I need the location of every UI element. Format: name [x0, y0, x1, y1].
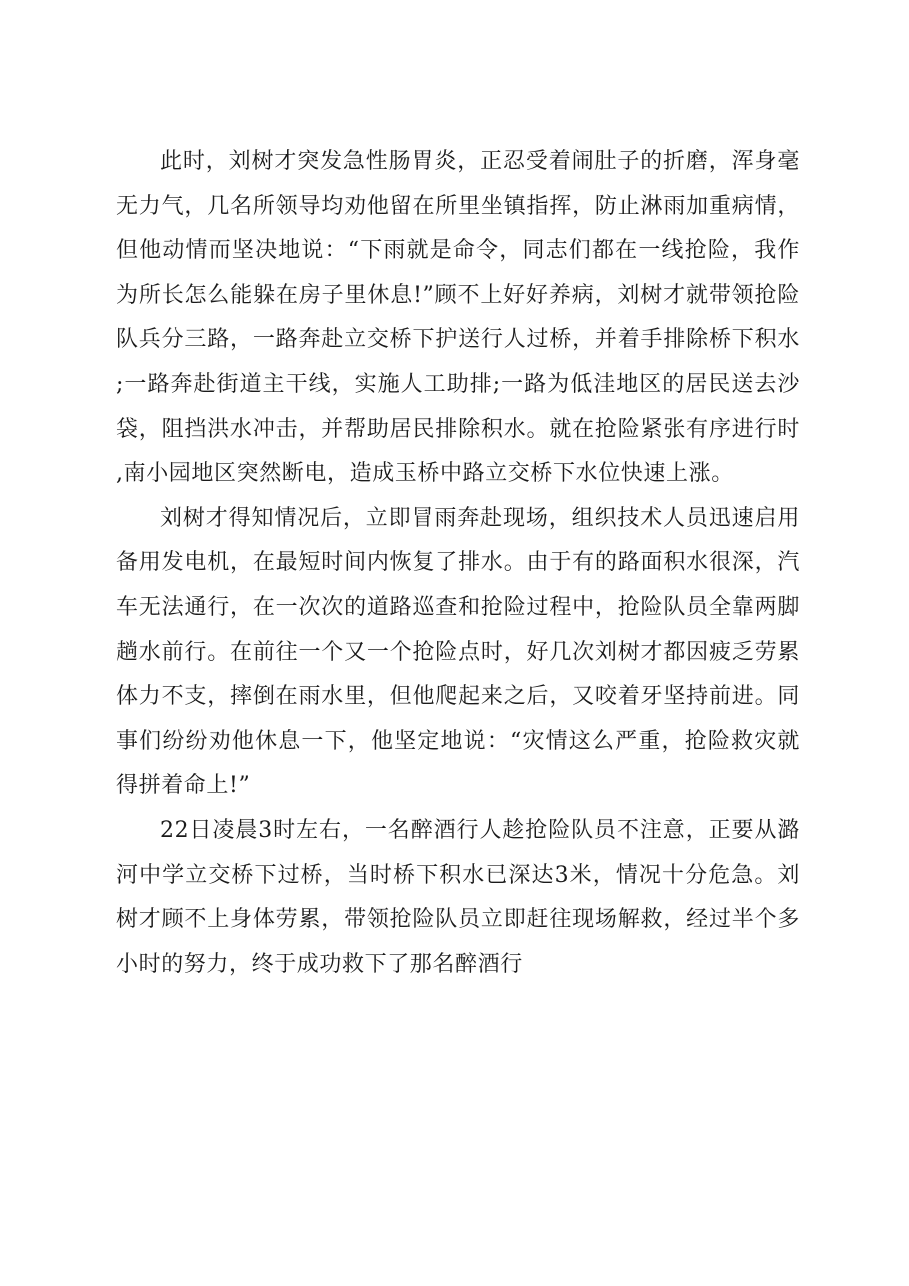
paragraph-1: 此时，刘树才突发急性肠胃炎，正忍受着闹肚子的折磨，浑身毫无力气，几名所领导均劝他留在所里坐镇指挥，防止淋雨加重病情，但他动情而坚决地说：“下雨就是命令，同志们都在一线抢险，我作为所长怎么能躲在房子里休息!”顾不上好好养病，刘树才就带领抢险队兵分三路，一路奔赴立交桥下护送行人过桥，并着手排除桥下积水;一路奔赴街道主干线，实施人工助排;一路为低洼地区的居民送去沙袋，阻挡洪水冲击，并帮助居民排除积水。就在抢险紧张有序进行时,南小园地区突然断电，造成玉桥中路立交桥下水位快速上涨。 — [116, 149, 800, 487]
paragraph-2: 刘树才得知情况后，立即冒雨奔赴现场，组织技术人员迅速启用备用发电机，在最短时间内恢复了排水。由于有的路面积水很深，汽车无法通行，在一次次的道路巡查和抢险过程中，抢险队员全靠两脚趟水前行。在前往一个又一个抢险点时，好几次刘树才都因疲乏劳累体力不支，摔倒在雨水里，但他爬起来之后，又咬着牙坚持前进。同事们纷纷劝他休息一下，他坚定地说：“灾情这么严重，抢险救灾就得拼着命上!” — [116, 505, 800, 799]
paragraph-3: 22日凌晨3时左右，一名醉酒行人趁抢险队员不注意，正要从潞河中学立交桥下过桥，当时桥下积水已深达3米，情况十分危急。刘树才顾不上身体劳累，带领抢险队员立即赶往现场解救，经过半个多小时的努力，终于成功救下了那名醉酒行 — [116, 817, 800, 977]
document-page — [116, 140, 800, 987]
